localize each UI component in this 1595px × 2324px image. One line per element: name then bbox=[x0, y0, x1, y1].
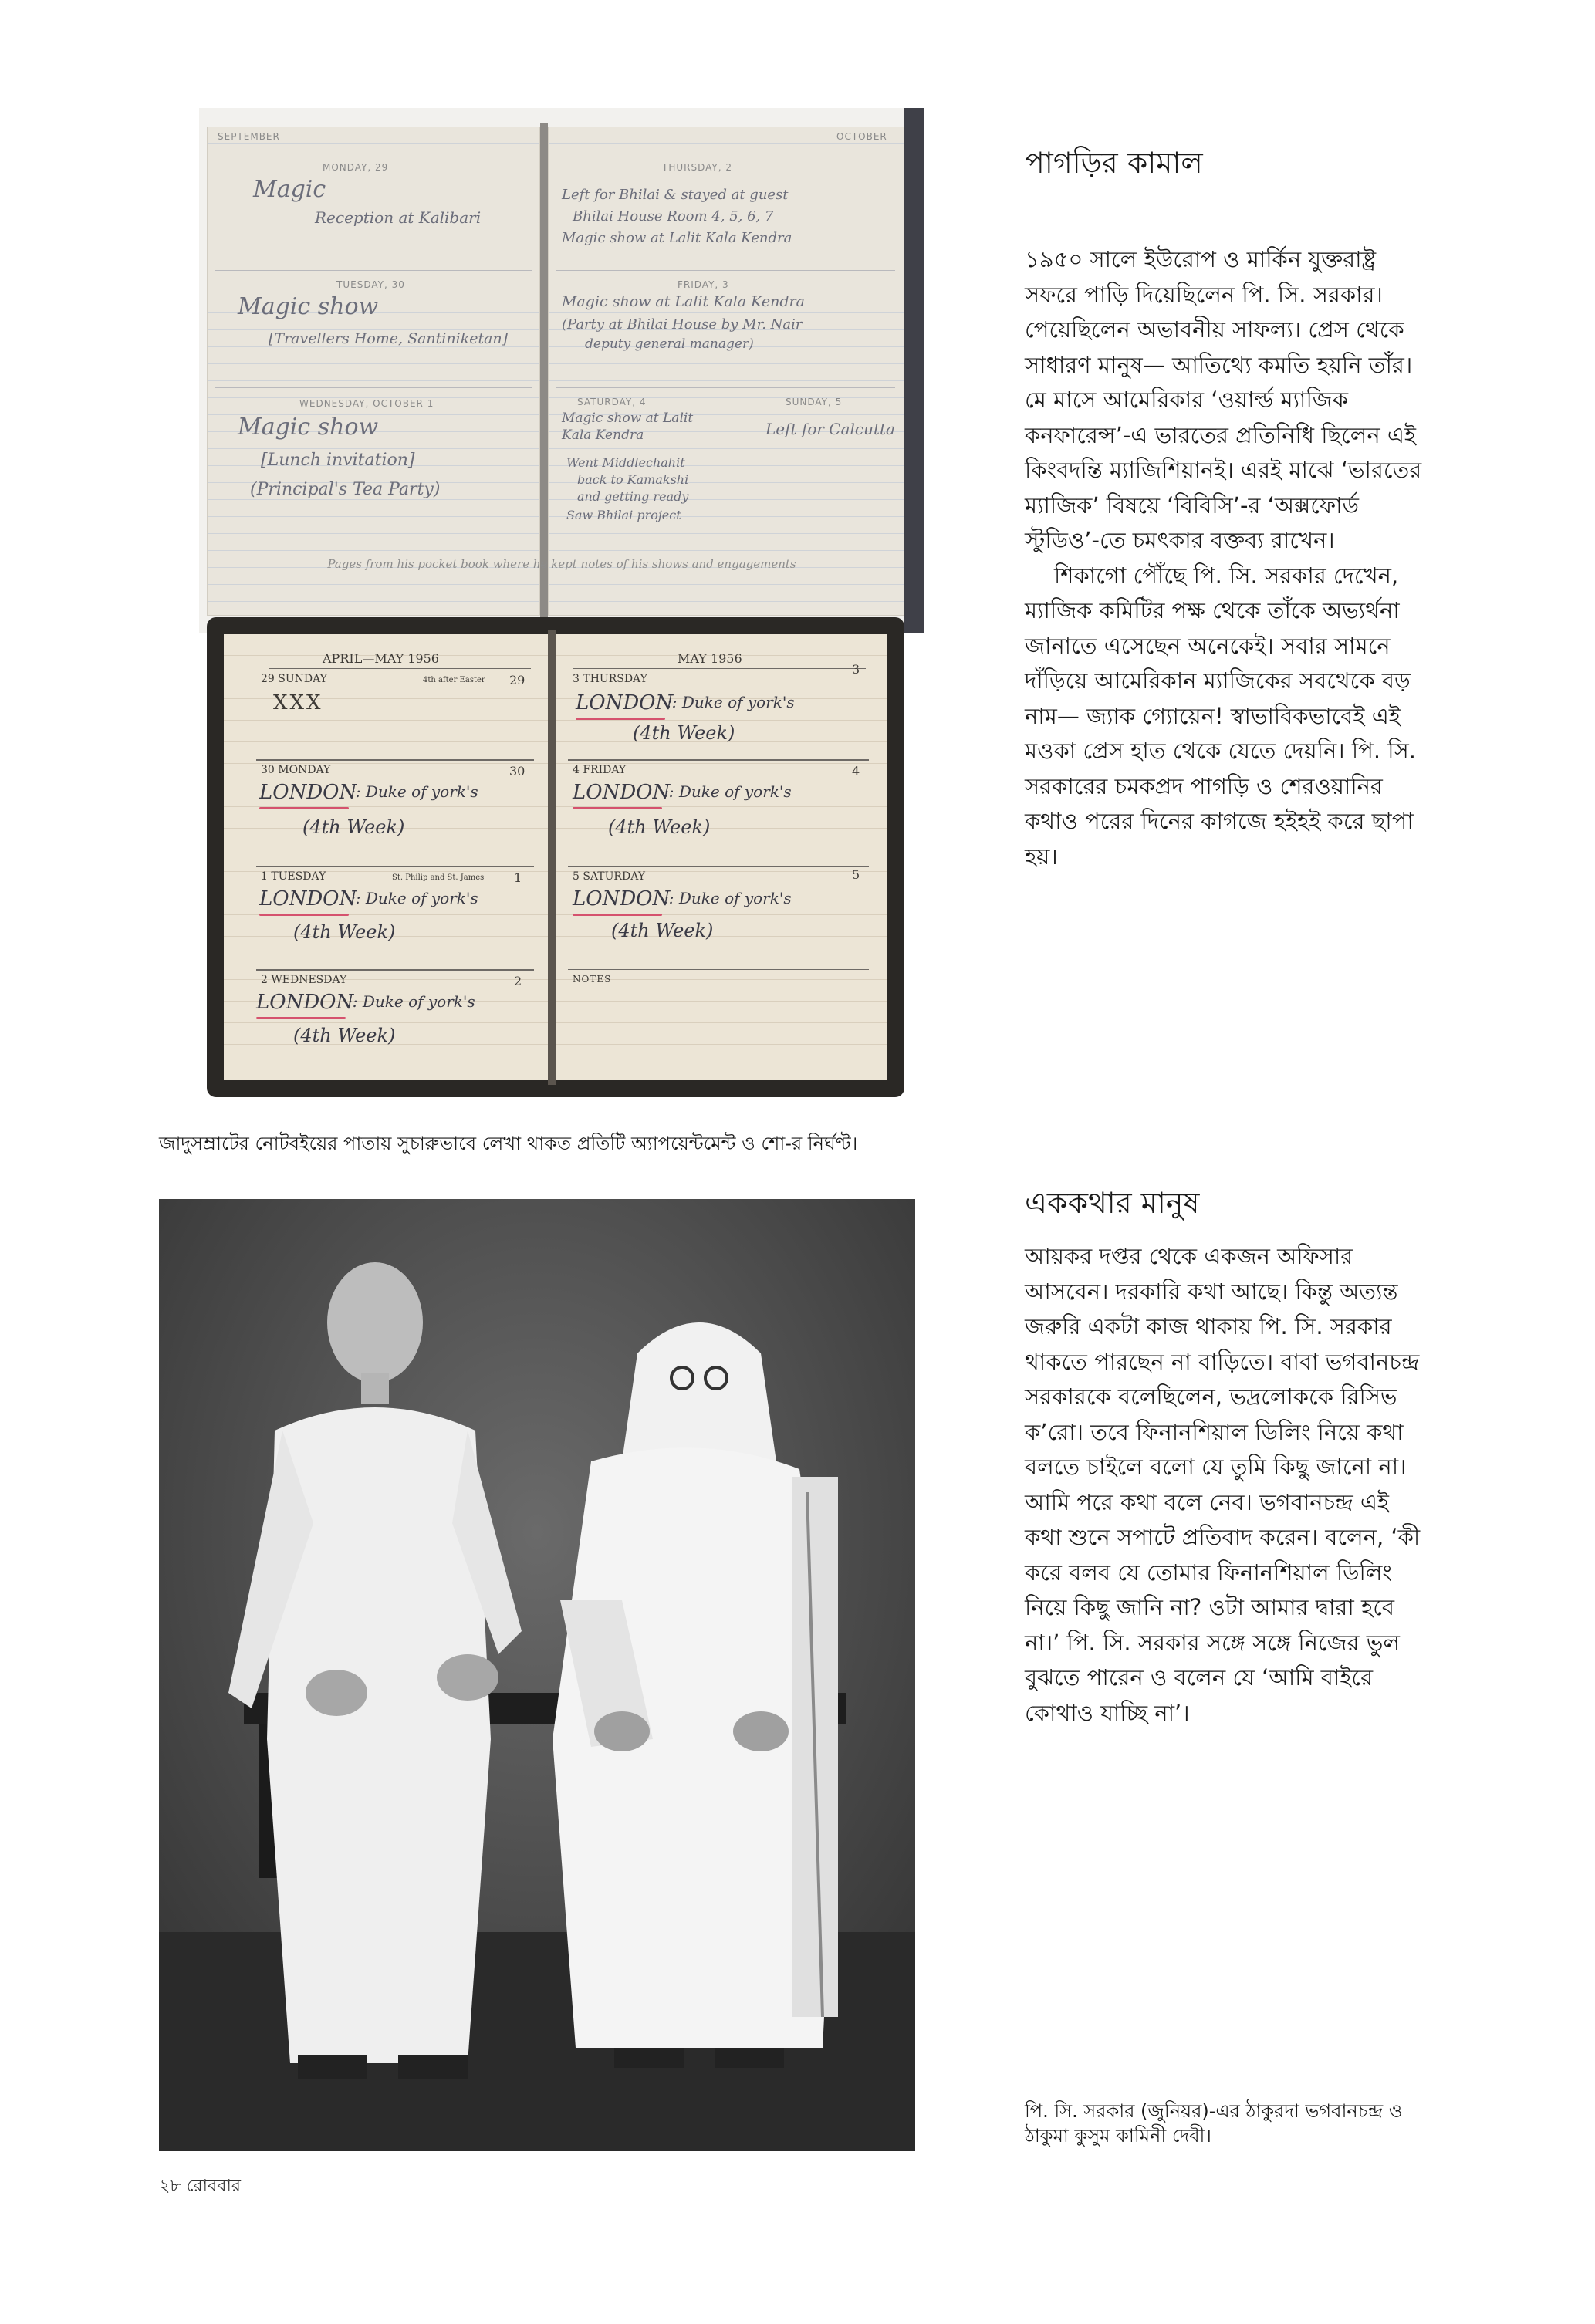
handwritten-note: Magic show at Lalit Kala Kendra bbox=[562, 293, 805, 310]
handwritten-note: Bhilai House Room 4, 5, 6, 7 bbox=[573, 208, 774, 225]
handwritten-note: Left for Bhilai & stayed at guest bbox=[562, 187, 789, 203]
day-label: MONDAY, 29 bbox=[323, 162, 389, 173]
day-label: 3 THURSDAY bbox=[573, 673, 647, 685]
page-folio: ২৮ রোববার bbox=[159, 2177, 241, 2196]
day-number: 4 bbox=[852, 764, 860, 779]
day-number: 3 bbox=[852, 662, 860, 677]
entry-theatre: :: Duke of york's bbox=[664, 889, 792, 907]
paragraph: আয়কর দপ্তর থেকে একজন অফিসার আসবেন। দরকারি কথা আছে। কিন্তু অত্যন্ত জরুরি একটা কাজ থাকায় পি. সি. সরকার থাকতে পারছেন না বাড়িতে। বাবা ভগবানচন্দ্র সরকারকে বলেছিলেন, ভদ্রলোককে রিসিভ ক’রো। তবে ফিনানশিয়াল ডিলিং নিয়ে কথা বলতে চাইলে বলো যে তুমি কিছু জানো না। আমি পরে কথা বলে নেব। ভগবানচন্দ্র এই কথা শুনে সপাটে প্রতিবাদ করেন। বলেন, ‘কী করে বলব যে তোমার ফিনানশিয়াল ডিলিং নিয়ে কিছু জানি না? ওটা আমার দ্বারা হবে না।’ পি. সি. সরকার সঙ্গে সঙ্গে নিজের ভুল বুঝতে পারেন ও বলেন যে ‘আমি বাইরে কোথাও যাচ্ছি না’। bbox=[1025, 1243, 1421, 1726]
handwritten-note: (Party at Bhilai House by Mr. Nair bbox=[562, 316, 803, 333]
handwritten-note: Magic show bbox=[238, 414, 379, 441]
day-number: 29 bbox=[509, 673, 525, 687]
day-number: 2 bbox=[514, 974, 522, 988]
section-heading: পাগড়ির কামাল bbox=[1025, 146, 1203, 180]
entry-theatre: :: Duke of york's bbox=[350, 889, 478, 907]
entry-week: (4th Week) bbox=[302, 816, 405, 838]
family-photo-illustration bbox=[159, 1199, 915, 2151]
entry-theatre: :: Duke of york's bbox=[667, 693, 795, 711]
day-label: 2 WEDNESDAY bbox=[261, 974, 347, 986]
entry-london: LONDON bbox=[259, 781, 357, 804]
diary-spine bbox=[540, 123, 548, 619]
handwritten-note: Magic bbox=[253, 176, 326, 203]
day-number: 30 bbox=[509, 764, 525, 779]
handwritten-note: Saw Bhilai project bbox=[566, 508, 681, 522]
day-number: 5 bbox=[852, 867, 860, 882]
day-label: SUNDAY, 5 bbox=[786, 397, 843, 407]
entry-week: (4th Week) bbox=[633, 722, 735, 744]
entry-london: LONDON bbox=[573, 887, 671, 910]
day-label: 1 TUESDAY bbox=[261, 870, 326, 883]
diary-photo-september-october bbox=[199, 108, 924, 633]
day-label: THURSDAY, 2 bbox=[662, 162, 732, 173]
diary-caption: জাদুসম্রাটের নোটবইয়ের পাতায় সুচারুভাবে লেখা থাকত প্রতিটি অ্যাপয়েন্টমেন্ট ও শো-র নির্ঘণ্ট। bbox=[159, 1133, 858, 1154]
entry-week: (4th Week) bbox=[293, 921, 396, 943]
handwritten-note: [Lunch invitation] bbox=[261, 451, 415, 470]
day-label: 29 SUNDAY bbox=[261, 673, 327, 685]
diary-photo-caption: Pages from his pocket book where he kept notes of his shows and engagements bbox=[327, 557, 796, 571]
day-number: 1 bbox=[514, 870, 522, 885]
entry-london: LONDON bbox=[259, 887, 357, 910]
entry-london: LONDON bbox=[573, 781, 671, 804]
diary-cover-edge bbox=[904, 108, 924, 633]
entry-week: (4th Week) bbox=[608, 816, 711, 838]
paragraph: ১৯৫০ সালে ইউরোপ ও মার্কিন যুক্তরাষ্ট্র সফরে পাড়ি দিয়েছিলেন পি. সি. সরকার। পেয়েছিলেন অভাবনীয় সাফল্য। প্রেস থেকে সাধারণ মানুষ— আতিথ্যে কমতি হয়নি তাঁর। মে মাসে আমেরিকার ‘ওয়ার্ল্ড ম্যাজিক কনফারেন্স’-এ ভারতের প্রতিনিধি ছিলেন এই কিংবদন্তি ম্যাজিশিয়ানই। এরই মাঝে ‘ভারতের ম্যাজিক’ বিষয়ে ‘বিবিসি’-র ‘অক্সফোর্ড স্টুডিও’-তে চমৎকার বক্তব্য রাখেন। bbox=[1025, 246, 1422, 553]
day-note: 4th after Easter bbox=[423, 676, 485, 684]
handwritten-note: and getting ready bbox=[577, 489, 689, 504]
diary-photo-1956 bbox=[207, 617, 904, 1097]
day-label: 5 SATURDAY bbox=[573, 870, 645, 883]
day-label: 4 FRIDAY bbox=[573, 764, 627, 776]
entry-theatre: :: Duke of york's bbox=[347, 992, 475, 1011]
day-label: 30 MONDAY bbox=[261, 764, 331, 776]
entry-week: (4th Week) bbox=[611, 920, 714, 941]
marked-xxx: XXX bbox=[273, 691, 323, 714]
entry-london: LONDON bbox=[576, 691, 674, 714]
month-label-left: SEPTEMBER bbox=[218, 131, 280, 142]
day-label: WEDNESDAY, OCTOBER 1 bbox=[299, 398, 434, 409]
day-label: SATURDAY, 4 bbox=[577, 397, 647, 407]
paragraph: শিকাগো পৌঁছে পি. সি. সরকার দেখেন, ম্যাজিক কমিটির পক্ষ থেকে তাঁকে অভ্যর্থনা জানাতে এসেছেন অনেকেই। সবার সামনে দাঁড়িয়ে আমেরিকান ম্যাজিকের সবথেকে বড় নাম— জ্যাক গ্যোয়েন! স্বাভাবিকভাবেই এই মওকা প্রেস হাত থেকে যেতে দেয়নি। পি. সি. সরকারের চমকপ্রদ পাগড়ি ও শেরওয়ানির কথাও পরের দিনের কাগজে হইহই করে ছাপা হয়। bbox=[1025, 562, 1416, 870]
handwritten-note: Reception at Kalibari bbox=[315, 208, 482, 227]
notes-label: NOTES bbox=[573, 974, 612, 985]
day-note: St. Philip and St. James bbox=[392, 873, 485, 882]
family-photo-caption: পি. সি. সরকার (জুনিয়র)-এর ঠাকুরদা ভগবানচন্দ্র ও ঠাকুমা কুসুম কামিনী দেবী। bbox=[1025, 2100, 1403, 2147]
handwritten-note: Kala Kendra bbox=[562, 427, 644, 443]
day-label: TUESDAY, 30 bbox=[336, 279, 405, 290]
handwritten-note: Magic show bbox=[238, 293, 379, 320]
handwritten-note: deputy general manager) bbox=[585, 336, 754, 352]
handwritten-note: Left for Calcutta bbox=[765, 420, 895, 438]
handwritten-note: back to Kamakshi bbox=[577, 472, 689, 487]
section-body bbox=[1025, 1239, 1432, 1731]
handwritten-note: (Principal's Tea Party) bbox=[250, 480, 441, 499]
entry-london: LONDON bbox=[256, 991, 354, 1014]
entry-theatre: :: Duke of york's bbox=[350, 782, 478, 801]
section-body bbox=[1025, 242, 1432, 874]
family-photo bbox=[159, 1199, 915, 2151]
day-label: FRIDAY, 3 bbox=[678, 279, 729, 290]
diary-spine bbox=[548, 630, 556, 1085]
handwritten-note: [Travellers Home, Santiniketan] bbox=[269, 330, 509, 347]
page-header: MAY 1956 bbox=[678, 651, 742, 666]
month-label-right: OCTOBER bbox=[836, 131, 887, 142]
handwritten-note: Magic show at Lalit Kala Kendra bbox=[562, 230, 792, 246]
entry-theatre: :: Duke of york's bbox=[664, 782, 792, 801]
handwritten-note: Went Middlechahit bbox=[566, 455, 685, 470]
section-heading: এককথার মানুষ bbox=[1025, 1186, 1200, 1220]
page-header: APRIL—MAY 1956 bbox=[323, 651, 439, 666]
handwritten-note: Magic show at Lalit bbox=[562, 410, 694, 426]
entry-week: (4th Week) bbox=[293, 1025, 396, 1046]
